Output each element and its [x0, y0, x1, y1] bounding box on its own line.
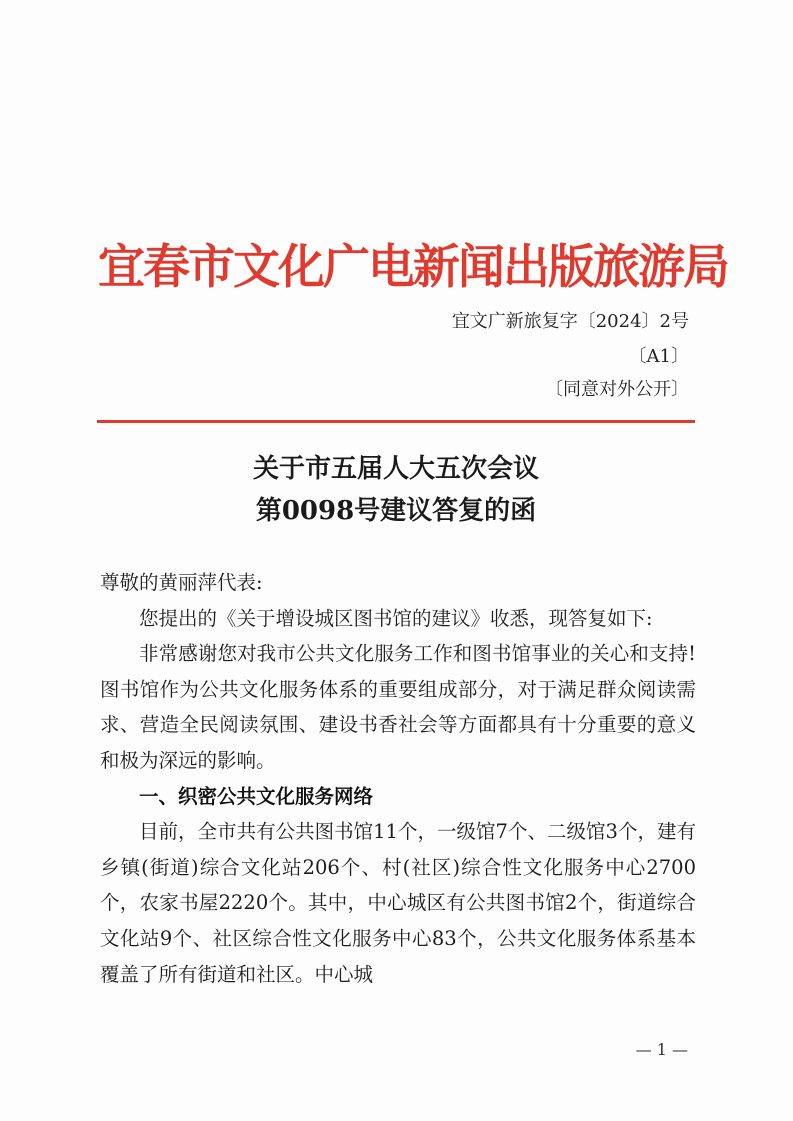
thanks-paragraph: 非常感谢您对我市公共文化服务工作和图书馆事业的关心和支持!图书馆作为公共文化服务体系的重要组成部分，对于满足群众阅读需求、营造全民阅读氛围、建设书香社会等方面都具有十分重要的意义和极为深远的影响。 [100, 642, 696, 772]
salutation: 尊敬的黄丽萍代表: [100, 571, 263, 594]
agency-letterhead: 宜春市文化广电新闻出版旅游局 [98, 240, 728, 295]
disclosure-status: 〔同意对外公开〕 [545, 379, 689, 400]
letter-body [100, 565, 696, 992]
letterhead-divider [97, 420, 695, 423]
document-number: 宜文广新旅复字〔2024〕2号 [451, 311, 689, 332]
page-number: — 1 — [635, 1040, 688, 1059]
intro-paragraph: 您提出的《关于增设城区图书馆的建议》收悉，现答复如下: [139, 606, 653, 630]
document-title-line-1: 关于市五届人大五次会议 [252, 454, 539, 484]
document-classification: 〔A1〕 [628, 346, 689, 367]
section-heading-1: 一、织密公共文化服务网络 [139, 784, 374, 808]
section-1-paragraph: 目前，全市共有公共图书馆11个，一级馆7个、二级馆3个，建有乡镇(街道)综合文化站206个、村(社区)综合性文化服务中心2700个，农家书屋2220个。其中，中心城区有公共图书馆2个，街道综合文化站9个、社区综合性文化服务中心83个，公共文化服务体系基本覆盖了所有街道和社区。中心城 [100, 820, 696, 986]
document-title-line-2: 第0098号建议答复的函 [255, 496, 537, 526]
